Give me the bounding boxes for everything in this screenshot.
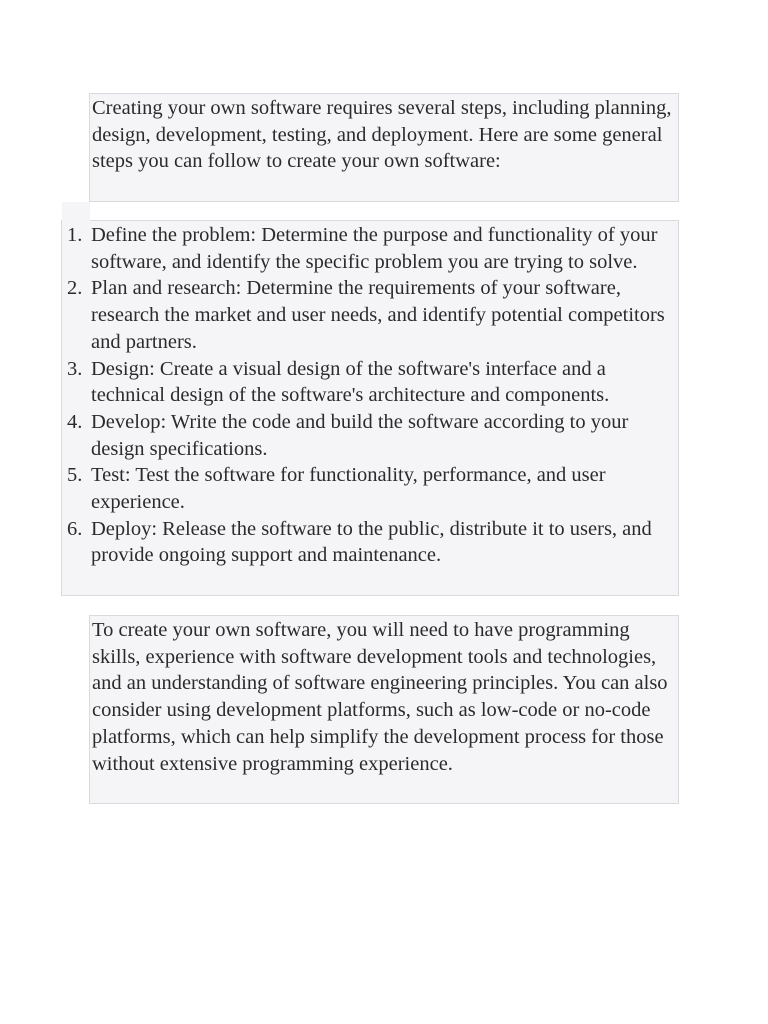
list-item-number: 4. (67, 410, 83, 433)
list-item-text: Define the problem: Determine the purpose and functionality of your software, and identify the specific problem you are trying to solve. (91, 224, 658, 273)
list-item (62, 516, 676, 569)
list-item (62, 222, 676, 275)
steps-list (62, 222, 676, 569)
list-item (62, 462, 676, 515)
steps-list-box (61, 220, 679, 596)
list-item-text: Plan and research: Determine the requirements of your software, research the market and user needs, and identify potential competitors and partners. (91, 277, 665, 353)
list-item-text: Design: Create a visual design of the software's interface and a technical design of the software's architecture and components. (91, 357, 610, 407)
list-item-number: 1. (67, 224, 83, 246)
list-item-number: 6. (67, 517, 83, 540)
outro-paragraph: To create your own software, you will need to have programming skills, experience with software development tools and technologies, and an understanding of software engineering principles. You can also consider using development platforms, such as low-code or no-code platforms, which can help simplify the development process for those without extensive programming experience. (92, 619, 668, 775)
intro-paragraph-box (89, 93, 679, 202)
list-item-text: Deploy: Release the software to the public, distribute it to users, and provide ongoing support and maintenance. (91, 517, 652, 567)
list-item-number: 5. (67, 464, 83, 487)
list-item (62, 409, 676, 462)
list-item-text: Develop: Write the code and build the software according to your design specifications. (91, 410, 629, 460)
intro-paragraph: Creating your own software requires several steps, including planning, design, development, testing, and deployment. Here are some general steps you can follow to create your own software: (92, 97, 672, 173)
list-item-number: 2. (67, 277, 83, 300)
list-item-text: Test: Test the software for functionality, performance, and user experience. (91, 464, 606, 514)
list-item (62, 356, 676, 409)
list-item (62, 275, 676, 355)
list-item-number: 3. (67, 357, 83, 380)
outro-paragraph-box (89, 615, 679, 804)
